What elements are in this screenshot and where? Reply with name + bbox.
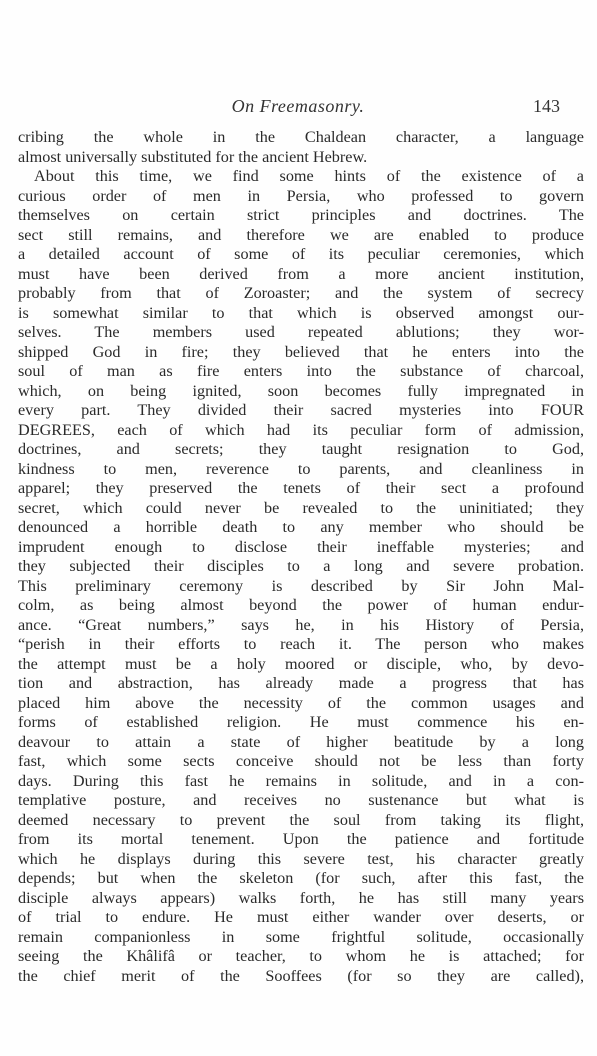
text-line: denounced a horrible death to any member who should be (18, 518, 584, 536)
body-text (18, 128, 584, 986)
text-line: apparel; they preserved the tenets of their sect a profound (18, 479, 584, 497)
text-line: seeing the Khâlifâ or teacher, to whom he is attached; for (18, 947, 584, 965)
text-line: tion and abstraction, has already made a progress that has (18, 674, 584, 692)
text-line: almost universally substituted for the ancient Hebrew. (18, 147, 368, 166)
text-line: themselves on certain strict principles and doctrines. The (18, 206, 584, 224)
text-line: DEGREES, each of which had its peculiar form of admission, (18, 420, 584, 439)
running-title: On Freemasonry. (231, 96, 365, 116)
text-line: must have been derived from a more ancient institution, (18, 264, 584, 283)
text-line: shipped God in fire; they believed that he enters into the (18, 342, 584, 361)
text-line: soul of man as fire enters into the substance of charcoal, (18, 362, 584, 380)
text-line: templative posture, and receives no sustenance but what is (18, 791, 584, 809)
text-line: cribing the whole in the Chaldean character, a language (18, 128, 584, 146)
text-line: which, on being ignited, soon becomes fully impregnated in (18, 381, 584, 400)
text-line: depends; but when the skeleton (for such, after this fast, the (18, 869, 584, 887)
text-line: of trial to endure. He must either wander over deserts, or (18, 908, 584, 926)
text-line: disciple always appears) walks forth, he has still many years (18, 888, 584, 907)
text-line: from its mortal tenement. Upon the patience and fortitude (18, 830, 584, 848)
text-line: the chief merit of the Sooffees (for so they are called), (18, 966, 584, 985)
text-line: “perish in their efforts to reach it. The person who makes (18, 635, 584, 653)
text-line: ance. “Great numbers,” says he, in his History of Persia, (18, 615, 584, 634)
text-line: kindness to men, reverence to parents, and cleanliness in (18, 459, 584, 478)
text-line: the attempt must be a holy moored or disciple, who, by devo- (18, 654, 584, 673)
text-line: colm, as being almost beyond the power of human endur- (18, 596, 584, 614)
page-number: 143 (533, 96, 560, 116)
text-line: forms of established religion. He must commence his en- (18, 713, 584, 731)
text-line: deavour to attain a state of higher beatitude by a long (18, 732, 584, 751)
text-line: About this time, we find some hints of the existence of a (34, 167, 584, 185)
text-line: curious order of men in Persia, who professed to govern (18, 186, 584, 205)
text-line: days. During this fast he remains in solitude, and in a con- (18, 771, 584, 790)
running-head (18, 96, 578, 122)
text-line: selves. The members used repeated ablutions; they wor- (18, 323, 584, 341)
text-line: This preliminary ceremony is described by Sir John Mal- (18, 576, 584, 595)
text-line: is somewhat similar to that which is observed amongst our- (18, 303, 584, 322)
text-line: a detailed account of some of its peculiar ceremonies, which (18, 245, 584, 263)
text-line: imprudent enough to disclose their ineffable mysteries; and (18, 537, 584, 556)
text-line: fast, which some sects conceive should not be less than forty (18, 752, 584, 770)
text-line: remain companionless in some frightful solitude, occasionally (18, 927, 584, 946)
text-line: placed him above the necessity of the common usages and (18, 693, 584, 712)
text-line: secret, which could never be revealed to the uninitiated; they (18, 498, 584, 517)
text-line: probably from that of Zoroaster; and the system of secrecy (18, 284, 584, 302)
text-line: which he displays during this severe test, his character greatly (18, 849, 584, 868)
text-line: deemed necessary to prevent the soul from taking its flight, (18, 810, 584, 829)
text-line: doctrines, and secrets; they taught resignation to God, (18, 440, 584, 458)
text-line: sect still remains, and therefore we are enabled to produce (18, 225, 584, 244)
text-line: they subjected their disciples to a long and severe probation. (18, 557, 584, 575)
text-line: every part. They divided their sacred mysteries into FOUR (18, 401, 584, 419)
